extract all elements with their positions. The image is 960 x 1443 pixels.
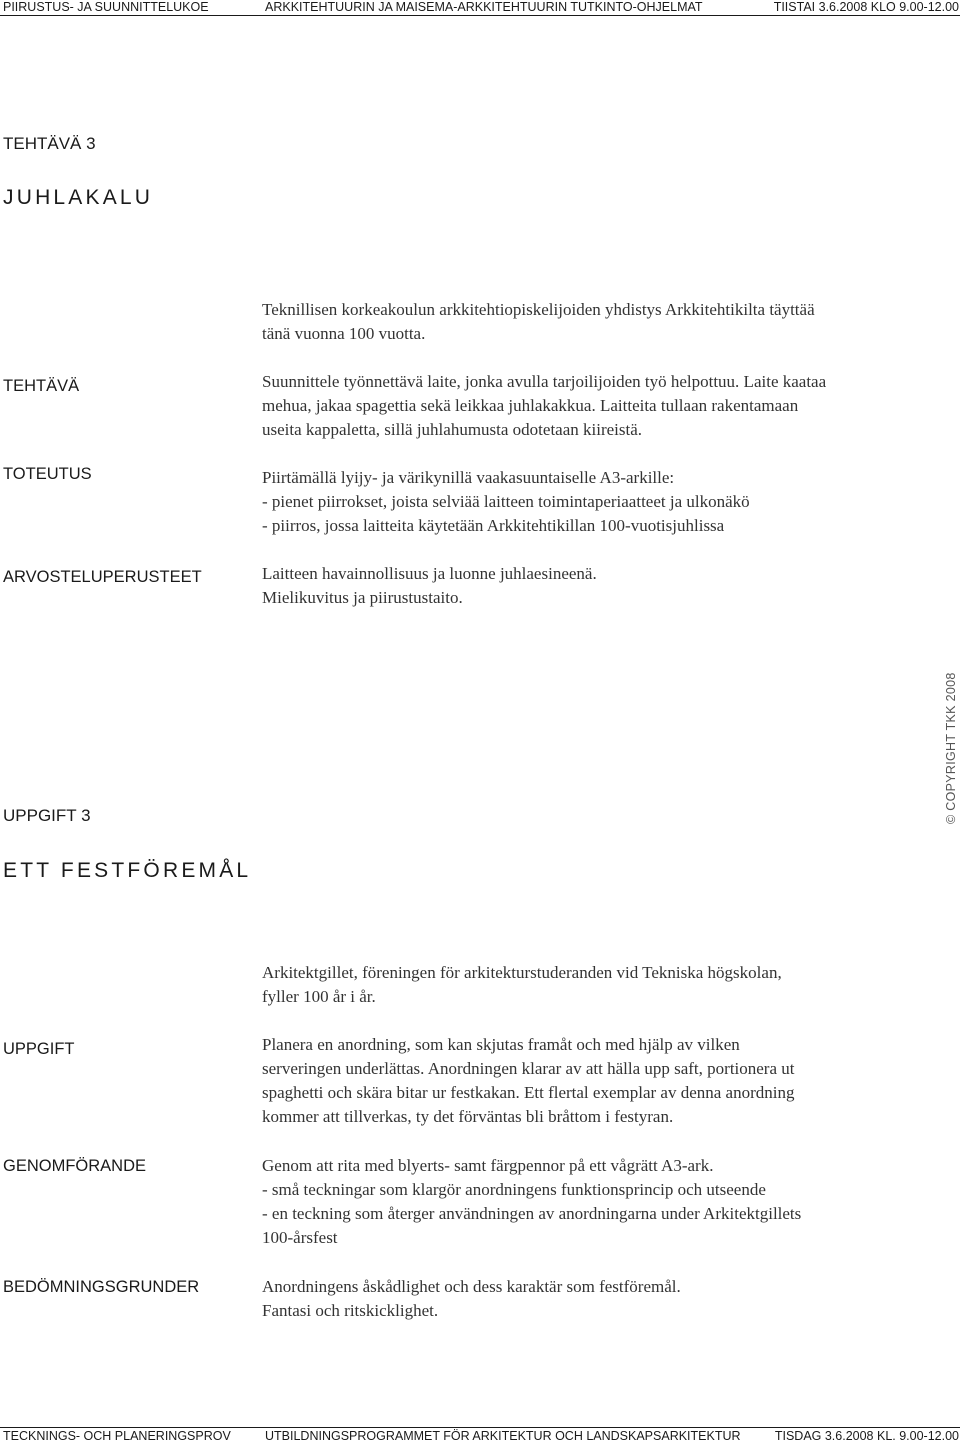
footer-rule	[0, 1427, 960, 1428]
header-rule	[0, 15, 960, 16]
sv-title: ETT FESTFÖREMÅL	[3, 859, 252, 882]
footer-left: TECKNINGS- OCH PLANERINGSPROV	[3, 1429, 231, 1443]
sv-task-label: UPPGIFT	[3, 1040, 75, 1058]
footer-center: UTBILDNINGSPROGRAMMET FÖR ARKITEKTUR OCH LANDSKAPSARKITEKTUR	[265, 1429, 741, 1443]
sv-implementation-label: GENOMFÖRANDE	[3, 1157, 147, 1175]
footer-right: TISDAG 3.6.2008 KL. 9.00-12.00	[774, 1429, 959, 1443]
fi-implementation-label: TOTEUTUS	[3, 465, 92, 483]
fi-title: JUHLAKALU	[3, 186, 154, 209]
fi-criteria-label: ARVOSTELUPERUSTEET	[3, 568, 202, 586]
page-footer	[0, 1429, 960, 1443]
fi-intro: Teknillisen korkeakoulun arkkitehtiopiskelijoiden yhdistys Arkkitehtikilta täyttää tänä vuonna 100 vuotta.	[262, 300, 815, 343]
sv-task-number: UPPGIFT 3	[3, 806, 91, 825]
header-right: TIISTAI 3.6.2008 KLO 9.00-12.00	[773, 0, 959, 14]
fi-task-number: TEHTÄVÄ 3	[3, 134, 96, 153]
header-left: PIIRUSTUS- JA SUUNNITTELUKOE	[3, 0, 209, 14]
fi-criteria-text: Laitteen havainnollisuus ja luonne juhlaesineenä. Mielikuvitus ja piirustustaito.	[262, 564, 597, 607]
sv-intro: Arkitektgillet, föreningen för arkitekturstuderanden vid Tekniska högskolan, fyller 100 år i år.	[262, 963, 782, 1006]
page-header	[0, 0, 960, 14]
sv-task-text: Planera en anordning, som kan skjutas framåt och med hjälp av vilken serveringen underlättas. Anordningen klarar av att hälla upp saft, portionera ut spaghetti och skära bitar ur festkakan. Ett flertal exemplar av denna anordning kommer att tillverkas, ty det förväntas bli bråttom i festyran.	[262, 1035, 795, 1126]
header-center: ARKKITEHTUURIN JA MAISEMA-ARKKITEHTUURIN TUTKINTO-OHJELMAT	[265, 0, 703, 14]
sv-implementation-text: Genom att rita med blyerts- samt färgpennor på ett vågrätt A3-ark. - små teckningar som klargör anordningens funktionsprincip och utseende - en teckning som återger användningen av anordningarna under Arkitektgillets 100-årsfest	[262, 1156, 802, 1247]
copyright-notice: © COPYRIGHT TKK 2008	[944, 672, 958, 824]
sv-criteria-label: BEDÖMNINGSGRUNDER	[3, 1278, 200, 1296]
fi-implementation-text: Piirtämällä lyijy- ja värikynillä vaakasuuntaiselle A3-arkille: - pienet piirrokset, joista selviää laitteen toimintaperiaatteet ja ulkonäkö - piirros, jossa laitteita käytetään Arkkitehtikillan 100-vuotisjuhlissa	[262, 468, 750, 535]
sv-criteria-text: Anordningens åskådlighet och dess karaktär som festföremål. Fantasi och ritskicklighet.	[262, 1277, 681, 1320]
fi-task-text: Suunnittele työnnettävä laite, jonka avulla tarjoilijoiden työ helpottuu. Laite kaataa mehua, jakaa spagettia sekä leikkaa juhlakakkua. Laitteita tullaan rakentamaan useita kappaletta, sillä juhlahumusta odotetaan kiireistä.	[262, 372, 827, 439]
fi-task-label: TEHTÄVÄ	[3, 377, 80, 395]
